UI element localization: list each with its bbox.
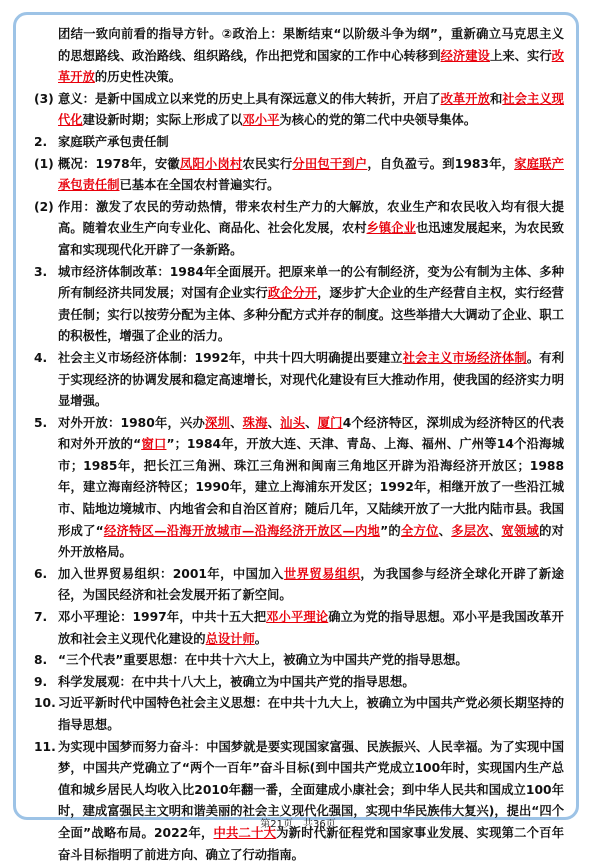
highlighted-keyword: 改革开放 bbox=[58, 48, 564, 85]
highlighted-keyword: 邓小平 bbox=[242, 113, 280, 128]
highlighted-keyword: 政企分开 bbox=[267, 286, 318, 301]
paragraph-text bbox=[34, 132, 564, 154]
highlighted-keyword: 分田包干到户 bbox=[292, 156, 368, 171]
highlighted-keyword: 珠海 bbox=[242, 415, 268, 430]
text-segment: 、 bbox=[267, 415, 281, 430]
text-segment: 。有利于实现经济的协调发展和稳定高速增长，对现代化建设有巨大推动作用，使我国的经济实力明显增强。 bbox=[58, 350, 564, 409]
text-segment: 为新时代新征程党和国家事业发展、实现第二个百年奋斗目标指明了前进方向、确立了行动指南。 bbox=[58, 825, 564, 862]
highlighted-keyword: 多层次 bbox=[451, 523, 489, 538]
paragraph-11 bbox=[34, 672, 564, 694]
paragraph-0 bbox=[34, 24, 564, 89]
text-segment: 科学发展观：在中共十八大上，被确立为中国共产党的指导思想。 bbox=[58, 674, 415, 689]
text-segment: 意义：是新中国成立以来党的历史上具有深远意义的伟大转折，开启了 bbox=[58, 91, 441, 106]
highlighted-keyword: 社会主义现代化 bbox=[58, 91, 564, 128]
paragraph-text bbox=[34, 650, 564, 672]
paragraph-text bbox=[34, 693, 564, 736]
paragraph-number: 8. bbox=[34, 653, 48, 668]
paragraph-7 bbox=[34, 413, 564, 564]
text-segment: 为实现中国梦而努力奋斗：中国梦就是要实现国家富强、民族振兴、人民幸福。为了实现中国梦，中国共产党确立了“两个一百年”奋斗目标(到中国共产党成立100年时，实现国内生产总值和城乡居民人均收入比2010年翻一番，全面建成小康社会；到中华人民共和国成立100年时，建成富强民主文明和谐美丽的社会主义现代化强国，实现中华民族伟大复兴)，提出“四个全面”战略布局。2022年， bbox=[58, 739, 564, 840]
text-segment: ，为我国参与经济全球化开辟了新途径，为国民经济和社会发展开拓了新空间。 bbox=[58, 566, 564, 603]
paragraph-12 bbox=[34, 693, 564, 736]
page-number-footer: 第21页，共36页 bbox=[260, 819, 336, 830]
highlighted-keyword: 宽领域 bbox=[501, 523, 540, 538]
text-segment: 邓小平理论：1997年，中共十五大把 bbox=[58, 610, 267, 625]
text-segment: 的对外开放格局。 bbox=[58, 523, 564, 560]
highlighted-keyword: 厦门 bbox=[317, 415, 343, 430]
text-segment: 团结一致向前看的指导方针。②政治上：果断结束“以阶级斗争为纲”，重新确立马克思主义的思想路线、政治路线、组织路线，作出把党和国家的工作中心转移到 bbox=[58, 27, 564, 63]
paragraph-2 bbox=[34, 132, 564, 154]
text-segment: 。 bbox=[254, 631, 268, 646]
paragraph-3 bbox=[34, 154, 564, 197]
highlighted-keyword: 中共二十大 bbox=[213, 825, 277, 840]
paragraph-13 bbox=[34, 737, 564, 866]
highlighted-keyword: 邓小平理论 bbox=[266, 610, 329, 625]
text-segment: 作用：激发了农民的劳动热情，带来农村生产力的大解放，农业生产和农民收入均有很大提高。随着农业生产向专业化、商品化、社会化发展，农村 bbox=[58, 199, 564, 236]
paragraph-number: (1) bbox=[34, 156, 54, 171]
text-segment: 、 bbox=[230, 415, 243, 430]
highlighted-keyword: 汕头 bbox=[280, 415, 306, 430]
text-segment: 建设新时期；实际上形成了以 bbox=[82, 113, 243, 128]
text-segment: 上来、实行 bbox=[489, 48, 552, 63]
paragraph-1 bbox=[34, 89, 564, 132]
highlighted-keyword: 乡镇企业 bbox=[366, 221, 416, 236]
highlighted-keyword: 家庭联产承包责任制 bbox=[58, 156, 564, 193]
text-segment: ，自负盈亏。到1983年， bbox=[367, 156, 515, 171]
highlighted-keyword: 经济特区—沿海开放城市—沿海经济开放区—内地 bbox=[103, 523, 381, 538]
text-segment: 4个经济特区，深圳成为经济特区的代表和对外开放的“ bbox=[58, 415, 564, 452]
highlighted-keyword: 总设计师 bbox=[205, 631, 255, 646]
paragraph-text bbox=[34, 564, 564, 607]
paragraph-number: 7. bbox=[34, 610, 48, 625]
paragraph-text bbox=[34, 413, 564, 564]
paragraph-text bbox=[34, 24, 564, 89]
text-segment: 和 bbox=[489, 91, 503, 106]
paragraph-5 bbox=[34, 262, 564, 348]
paragraph-number: (3) bbox=[34, 91, 54, 106]
text-segment: 已基本在全国农村普遍实行。 bbox=[119, 178, 280, 193]
highlighted-keyword: 窗口 bbox=[141, 437, 167, 452]
text-segment: 城市经济体制改革：1984年全面展开。把原来单一的公有制经济，变为公有制为主体、多种所有制经济共同发展；对国有企业实行 bbox=[58, 264, 564, 301]
text-segment: 也迅速发展起来，为农民致富和实现现代化开辟了一条新路。 bbox=[58, 221, 564, 257]
text-segment: 对外开放：1980年，兴办 bbox=[58, 415, 206, 430]
highlighted-keyword: 世界贸易组织 bbox=[283, 566, 361, 581]
text-segment: 加入世界贸易组织：2001年，中国加入 bbox=[58, 566, 284, 581]
paragraph-text bbox=[34, 262, 564, 348]
paragraph-4 bbox=[34, 197, 564, 262]
text-segment: 确立为党的指导思想。邓小平是我国改革开放和社会主义现代化建设的 bbox=[58, 610, 564, 646]
paragraph-text bbox=[34, 348, 564, 413]
paragraph-6 bbox=[34, 348, 564, 413]
text-segment: ”；1984年，开放大连、天津、青岛、上海、福州、广州等14个沿海城市；1985年，把长江三角洲、珠江三角洲和闽南三角地区开辟为沿海经济开放区；1988年，建立海南经济特区；1990年，建立上海浦东开发区；1992年，相继开放了一些沿江城市、陆地边境城市、内地省会和自治区首府；随后几年，又陆续开放了一大批内陆市县。我国形成了“ bbox=[58, 437, 564, 538]
paragraph-text bbox=[34, 89, 564, 132]
paragraph-text bbox=[34, 672, 564, 694]
paragraph-number: 5. bbox=[34, 415, 48, 430]
paragraph-number: 6. bbox=[34, 566, 48, 581]
paragraph-number: 4. bbox=[34, 350, 48, 365]
paragraph-number: 10. bbox=[34, 696, 56, 711]
text-segment: ，逐步扩大企业的生产经营自主权，实行经营责任制；实行以按劳分配为主体、多种分配方式并存的制度。这些举措大大调动了企业、职工的积极性，增强了企业的活力。 bbox=[58, 286, 564, 344]
document-content bbox=[34, 24, 564, 866]
text-segment: 习近平新时代中国特色社会主义思想：在中共十九大上，被确立为中国共产党必须长期坚持的指导思想。 bbox=[58, 696, 564, 732]
highlighted-keyword: 社会主义市场经济体制 bbox=[402, 350, 527, 365]
paragraph-number: 3. bbox=[34, 264, 48, 279]
text-segment: 的历史性决策。 bbox=[94, 70, 181, 85]
text-segment: 家庭联产承包责任制 bbox=[58, 134, 169, 149]
text-segment: 社会主义市场经济体制：1992年，中共十四大明确提出要建立 bbox=[58, 350, 403, 365]
text-segment: 、 bbox=[488, 523, 502, 538]
paragraph-text bbox=[34, 737, 564, 866]
paragraph-number: 11. bbox=[34, 739, 56, 754]
text-segment: ”的 bbox=[380, 523, 401, 538]
paragraph-8 bbox=[34, 564, 564, 607]
text-segment: 农民实行 bbox=[242, 156, 293, 171]
paragraph-number: 2. bbox=[34, 134, 48, 149]
text-segment: 、 bbox=[438, 523, 452, 538]
paragraph-10 bbox=[34, 650, 564, 672]
paragraph-text bbox=[34, 607, 564, 650]
highlighted-keyword: 改革开放 bbox=[440, 91, 490, 106]
highlighted-keyword: 凤阳小岗村 bbox=[179, 156, 243, 171]
text-segment: 、 bbox=[305, 415, 318, 430]
text-segment: “三个代表”重要思想：在中共十六大上，被确立为中国共产党的指导思想。 bbox=[58, 653, 468, 668]
paragraph-number: (2) bbox=[34, 199, 54, 214]
highlighted-keyword: 经济建设 bbox=[440, 48, 490, 63]
text-segment: 为核心的党的第二代中央领导集体。 bbox=[279, 113, 477, 128]
paragraph-9 bbox=[34, 607, 564, 650]
paragraph-text bbox=[34, 154, 564, 197]
highlighted-keyword: 全方位 bbox=[400, 523, 439, 538]
highlighted-keyword: 深圳 bbox=[205, 415, 231, 430]
paragraph-text bbox=[34, 197, 564, 262]
text-segment: 概况：1978年，安徽 bbox=[58, 156, 180, 171]
paragraph-number: 9. bbox=[34, 674, 48, 689]
